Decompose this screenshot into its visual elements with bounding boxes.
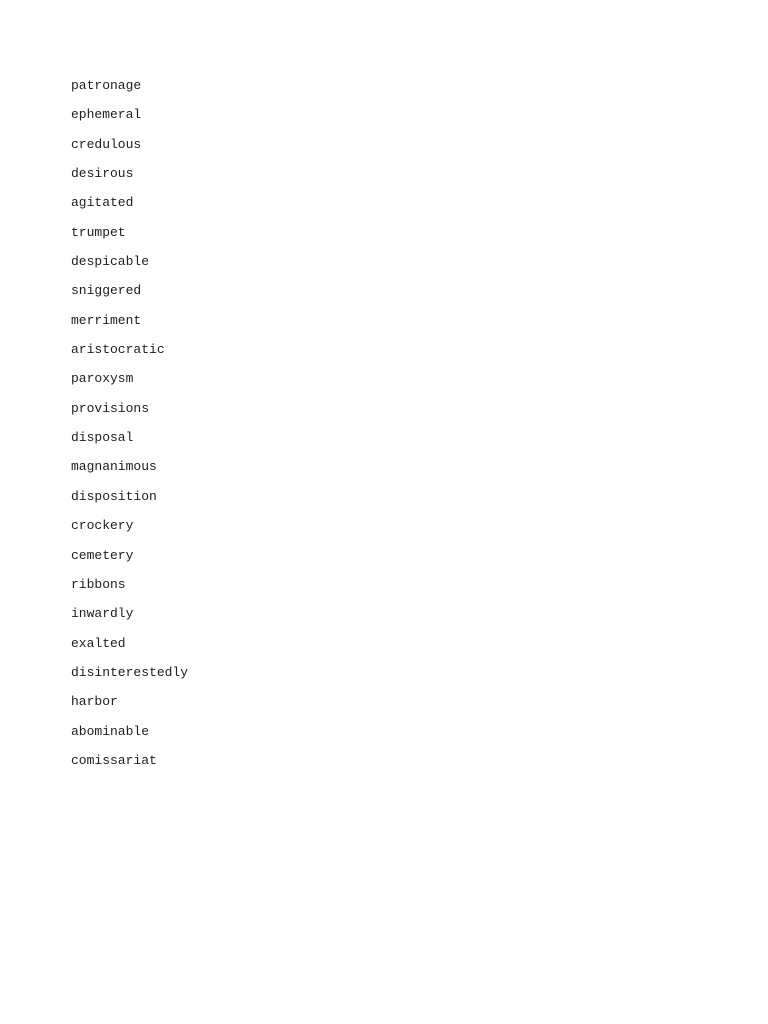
word-item: disposition (71, 488, 157, 504)
word-item: provisions (71, 400, 150, 416)
word-item: exalted (71, 635, 126, 651)
word-item: aristocratic (71, 342, 165, 358)
word-item: sniggered (71, 283, 142, 299)
word-item: disinterestedly (71, 664, 189, 680)
word-item: disposal (71, 430, 134, 446)
word-item: abominable (71, 723, 150, 739)
word-item: trumpet (71, 224, 126, 240)
word-item: harbor (71, 694, 118, 710)
word-item: merriment (71, 312, 142, 328)
word-item: paroxysm (71, 371, 134, 387)
word-item: inwardly (71, 606, 134, 622)
word-item: ribbons (71, 576, 126, 592)
word-list (71, 71, 188, 775)
word-item: patronage (71, 78, 142, 93)
word-item: desirous (71, 166, 134, 182)
word-item: comissariat (71, 752, 157, 768)
word-item: ephemeral (71, 107, 142, 123)
word-item: crockery (71, 518, 134, 534)
word-item: magnanimous (71, 459, 157, 475)
word-item: despicable (71, 254, 150, 270)
word-item: cemetery (71, 547, 134, 563)
word-item: credulous (71, 136, 142, 152)
word-item: agitated (71, 195, 134, 211)
